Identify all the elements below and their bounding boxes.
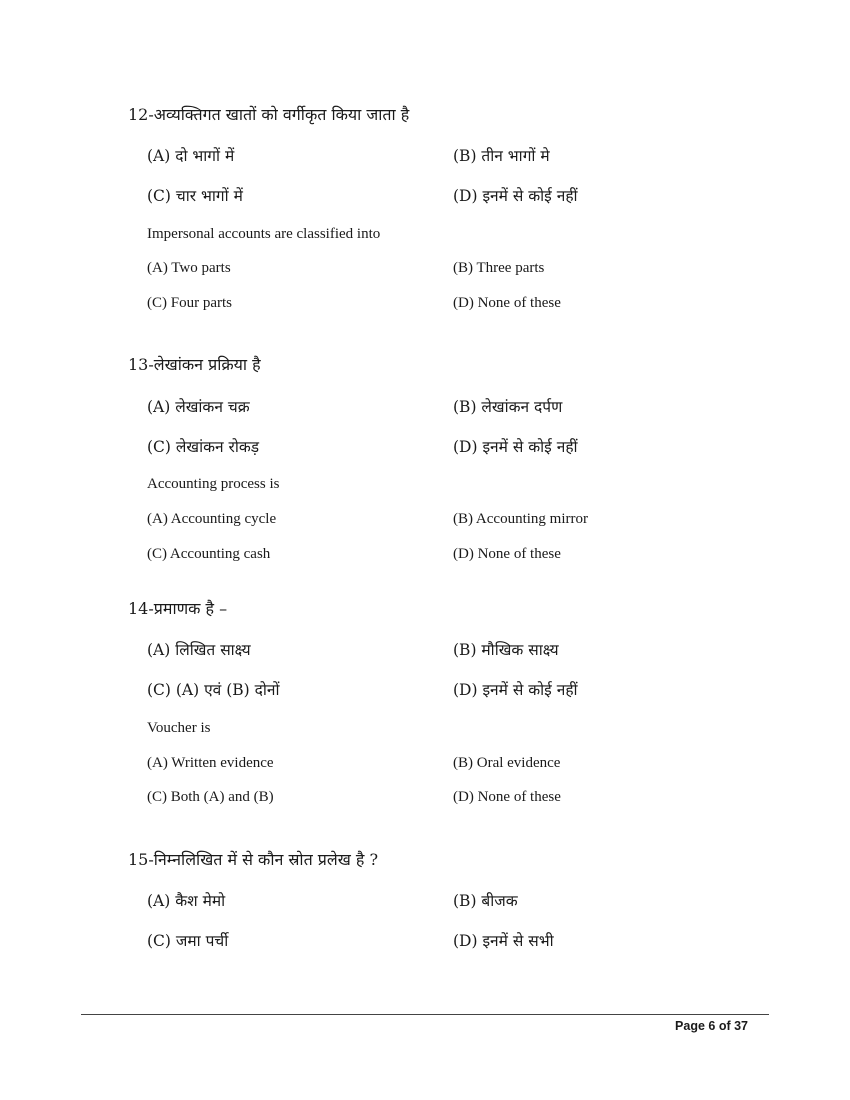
question-12-option-b-english: (B) Three parts (453, 260, 545, 276)
question-12-option-d-hindi: (D) इनमें से कोई नहीं (453, 187, 578, 205)
question-15-option-a-hindi: (A) कैश मेमो (147, 892, 226, 910)
question-15-option-d-hindi: (D) इनमें से सभी (453, 932, 554, 950)
question-12-option-c-hindi: (C) चार भागों में (147, 187, 243, 205)
footer-divider (81, 1014, 769, 1015)
question-12-option-d-english: (D) None of these (453, 295, 561, 311)
question-13-option-d-english: (D) None of these (453, 546, 561, 562)
question-13-option-a-english: (A) Accounting cycle (147, 511, 277, 527)
question-14-option-d-hindi: (D) इनमें से कोई नहीं (453, 681, 578, 699)
question-12-title-english: Impersonal accounts are classified into (147, 226, 381, 242)
question-13-option-d-hindi: (D) इनमें से कोई नहीं (453, 438, 578, 456)
question-15-option-b-hindi: (B) बीजक (453, 892, 518, 910)
question-12-option-a-english: (A) Two parts (147, 260, 231, 276)
question-14-option-c-english: (C) Both (A) and (B) (147, 789, 274, 805)
question-13-title-hindi: 13-लेखांकन प्रक्रिया है (128, 355, 261, 374)
question-12-option-c-english: (C) Four parts (147, 295, 232, 311)
question-14-option-a-english: (A) Written evidence (147, 755, 274, 771)
question-14-option-b-hindi: (B) मौखिक साक्ष्य (453, 641, 559, 659)
question-15-option-c-hindi: (C) जमा पर्ची (147, 932, 229, 950)
question-14-option-c-hindi: (C) (A) एवं (B) दोनों (147, 681, 280, 699)
question-13-option-c-hindi: (C) लेखांकन रोकड़ (147, 438, 260, 456)
question-13-option-c-english: (C) Accounting cash (147, 546, 271, 562)
question-15-title-hindi: 15-निम्नलिखित में से कौन स्रोत प्रलेख है ? (128, 850, 379, 869)
question-13-option-b-hindi: (B) लेखांकन दर्पण (453, 398, 563, 416)
question-13-option-b-english: (B) Accounting mirror (453, 511, 588, 527)
question-14-title-hindi: 14-प्रमाणक है – (128, 599, 228, 618)
question-14-option-d-english: (D) None of these (453, 789, 561, 805)
question-14-option-a-hindi: (A) लिखित साक्ष्य (147, 641, 251, 659)
question-14-option-b-english: (B) Oral evidence (453, 755, 561, 771)
question-12-title-hindi: 12-अव्यक्तिगत खातों को वर्गीकृत किया जाता है (128, 105, 410, 124)
question-12-option-b-hindi: (B) तीन भागों मे (453, 147, 550, 165)
question-14-title-english: Voucher is (147, 720, 211, 736)
question-12-option-a-hindi: (A) दो भागों में (147, 147, 235, 165)
page-number: Page 6 of 37 (675, 1019, 748, 1033)
question-13-option-a-hindi: (A) लेखांकन चक्र (147, 398, 250, 416)
question-13-title-english: Accounting process is (147, 476, 280, 492)
